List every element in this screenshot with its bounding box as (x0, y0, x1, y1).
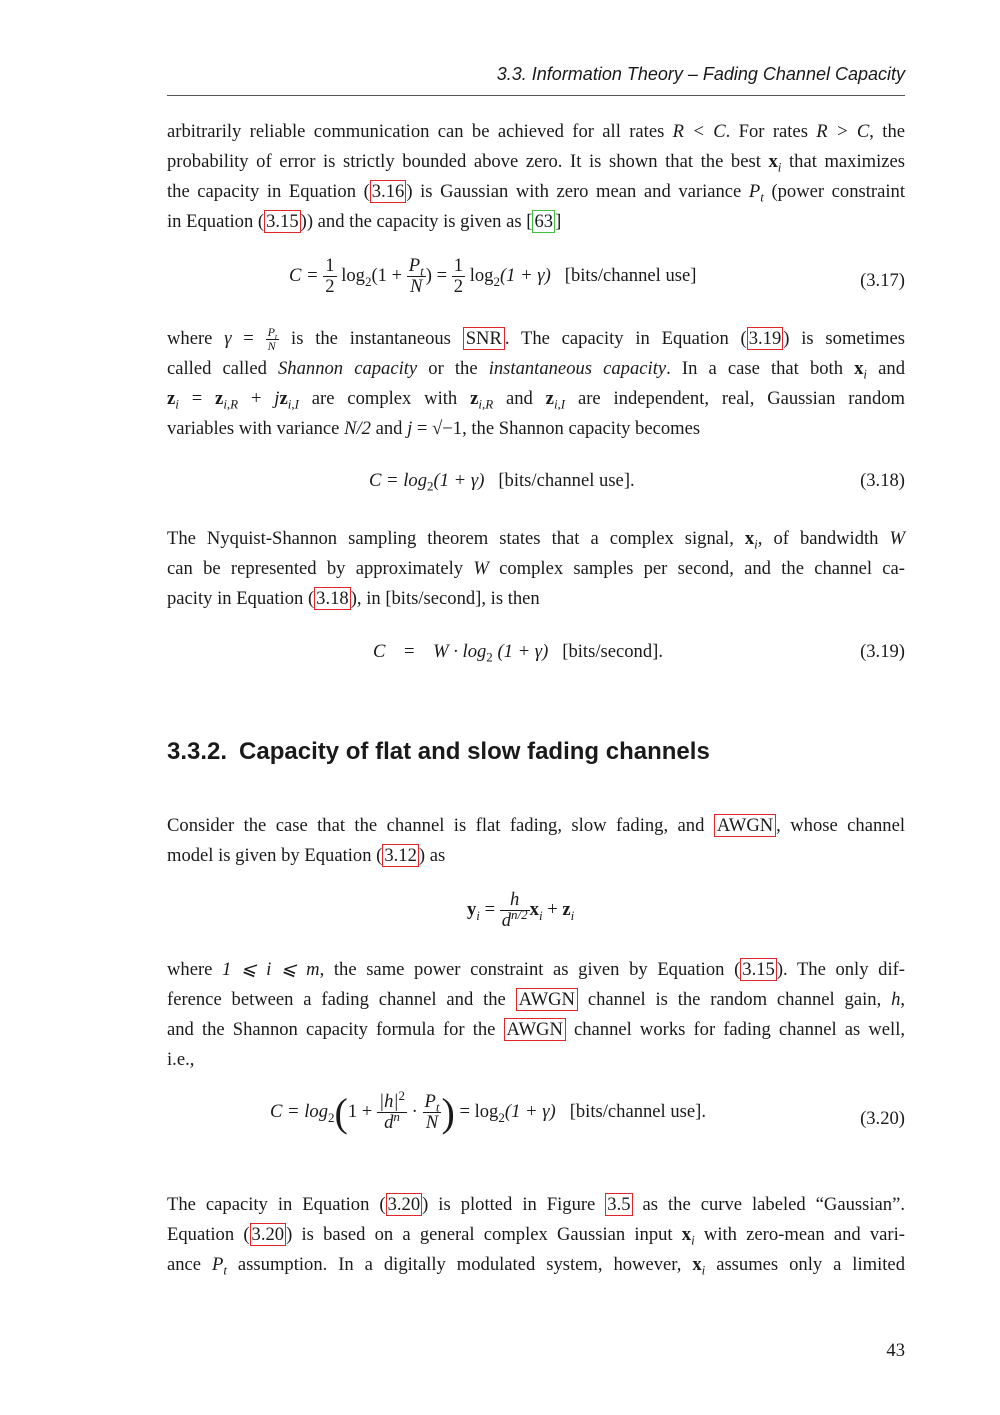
para6-line-3: ance $P_t$ assumption. In a digitally modulated system, however, $x_i$ assumes only a limited (167, 1254, 905, 1278)
equation-link-3-15[interactable]: 3.15 (266, 211, 299, 232)
equation-channel-model (167, 890, 905, 946)
para2-line-2: called called Shannon capacity or the instantaneous capacity. In a case that both $x_i$ and (167, 358, 906, 382)
acronym-link-awgn-2[interactable]: AWGN (516, 988, 578, 1011)
equation-3-19-body: C = $W \cdot \log_2 (1 + \gamma)$ [bits/second]. (373, 641, 663, 665)
section-heading (167, 738, 710, 766)
equation-3-20 (167, 1087, 905, 1150)
equation-link-3-20[interactable]: 3.20 (387, 1194, 421, 1215)
para5-line-3: and the Shannon capacity formula for the AWGN channel works for fading channel as well, (167, 1019, 906, 1040)
para3-line-3: pacity in Equation ( 3.18 ), in [bits/second], is then (167, 588, 540, 609)
equation-3-17 (167, 256, 905, 306)
acronym-link-awgn-3[interactable]: AWGN (504, 1018, 566, 1041)
paragraph-3 (167, 524, 905, 614)
para2-line-1: where γ = $\frac{P_t}{N}$ is the instantaneous SNR . The capacity in Equation ( 3.19 ) is sometimes (167, 325, 905, 354)
acronym-link-awgn[interactable]: AWGN (714, 814, 776, 837)
equation-number-3-18: (3.18) (860, 470, 905, 491)
paragraph-5 (167, 955, 905, 1075)
equation-link-3-20-b[interactable]: 3.20 (251, 1224, 285, 1245)
para2-line-3: $z_i = z_{i,R} + jz_{i,I}$ are complex with $z_{i,R}$ and $z_{i,I}$ are independent, real, Gaussian random (167, 388, 905, 412)
citation-link-63[interactable]: 63 (534, 211, 554, 232)
para1-line-2: probability of error is strictly bounded above zero. It is shown that the best $x_i$ that maximizes (167, 151, 906, 175)
para6-line-1: The capacity in Equation ( 3.20 ) is plotted in Figure 3.5 as the curve labeled “Gaussian”. (167, 1194, 905, 1215)
equation-link-3-16[interactable]: 3.16 (371, 181, 405, 202)
page-number: 43 (886, 1340, 905, 1361)
equation-3-18-body: $C = \log_2(1 + \gamma)$ [bits/channel use]. (369, 470, 635, 494)
equation-number-3-17: (3.17) (860, 270, 905, 291)
equation-link-3-19[interactable]: 3.19 (748, 328, 782, 349)
header-rule (167, 95, 905, 96)
equation-link-3-15-b[interactable]: 3.15 (742, 959, 775, 980)
equation-3-18 (167, 466, 905, 516)
para5-line-4: i.e., (167, 1049, 195, 1070)
running-header: 3.3. Information Theory – Fading Channel Capacity (496, 64, 905, 84)
para3-line-1: The Nyquist-Shannon sampling theorem states that a complex signal, $x_i$, of bandwidth W (167, 528, 905, 552)
para2-line-4: variables with variance N/2 and j = √−1, the Shannon capacity becomes (167, 418, 701, 439)
para1-line-3: the capacity in Equation ( 3.16 ) is Gaussian with zero mean and variance $P_t$ (power constraint (167, 181, 906, 205)
equation-link-3-12[interactable]: 3.12 (384, 845, 417, 866)
paragraph-1 (167, 117, 905, 237)
paragraph-6 (167, 1190, 905, 1280)
equation-number-3-20: (3.20) (860, 1108, 905, 1129)
equation-3-20-body: $C = \log_2(1$ + $\frac{|h|^2}{d^n}$ · $\frac{P_t}{N}$ ) = $\log_2(1 + \gamma)$ [bits/channel use]. (270, 1087, 706, 1135)
equation-number-3-19: (3.19) (860, 641, 905, 662)
figure-link-3-5[interactable]: 3.5 (607, 1194, 631, 1215)
equation-3-17-body: C = $\frac{1}{2}$ $\log_2(1$ + $\frac{P_t}{N}$ ) = $\frac{1}{2}$ $\log_2(1 + \gamma)$ [bits/channel use] (289, 255, 697, 298)
paragraph-2 (167, 324, 905, 444)
paragraph-4 (167, 811, 905, 871)
section-number: 3.3.2. (167, 738, 228, 765)
equation-3-19 (167, 637, 905, 687)
para5-line-1: where 1 ⩽ i ⩽ m, the same power constraint as given by Equation ( 3.15 ). The only dif- (167, 959, 905, 980)
para1-line-4: in Equation ( 3.15 )) and the capacity is given as [ 63 ] (167, 211, 562, 232)
equation-link-3-18[interactable]: 3.18 (316, 588, 349, 609)
para4-line-2: model is given by Equation ( 3.12 ) as (167, 845, 446, 866)
para4-line-1: Consider the case that the channel is flat fading, slow fading, and AWGN , whose channel (167, 815, 905, 836)
para3-line-2: can be represented by approximately W complex samples per second, and the channel ca- (167, 558, 905, 579)
equation-channel-model-body: $y_i$ = $\frac{h}{d^{n/2}}$ $x_i + z_i$ (467, 889, 575, 932)
para1-line-1: arbitrarily reliable communication can be achieved for all rates R < C. For rates R > C, the (167, 121, 905, 142)
acronym-link-snr[interactable]: SNR (463, 327, 505, 350)
para5-line-2: ference between a fading channel and the AWGN channel is the random channel gain, h, (167, 989, 906, 1010)
section-title-text: Capacity of flat and slow fading channels (239, 738, 710, 765)
para6-line-2: Equation ( 3.20 ) is based on a general complex Gaussian input $x_i$ with zero-mean and vari- (167, 1224, 905, 1248)
